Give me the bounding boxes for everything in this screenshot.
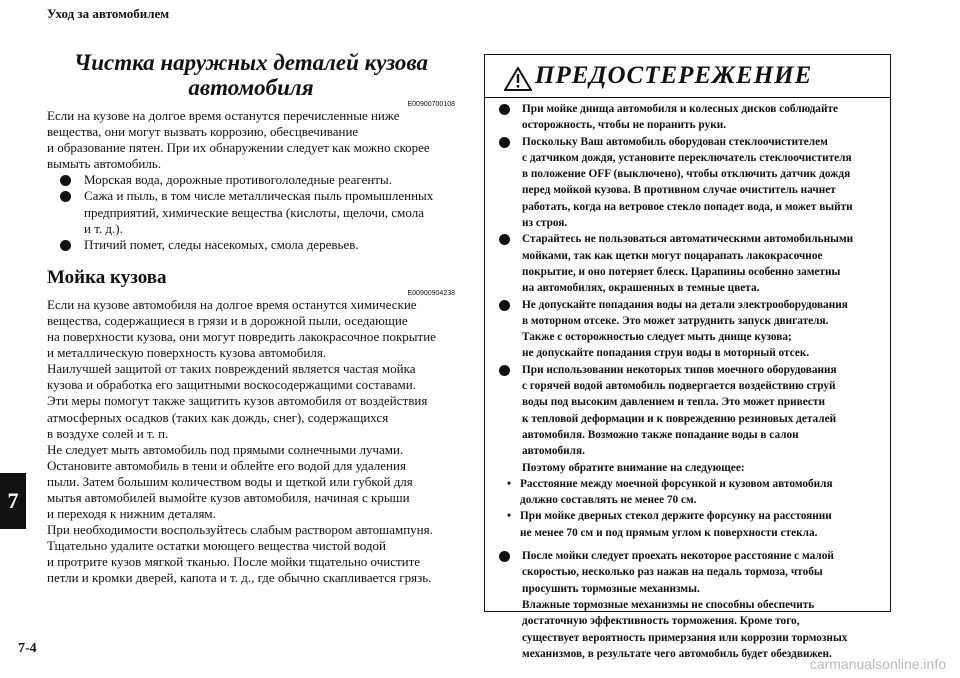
contaminant-list [47, 172, 455, 252]
text-line: Если на кузове автомобиля на долгое время останутся химические [47, 296, 417, 312]
text-line: в моторном отсеке. Это может затруднить запуск двигателя. [522, 314, 829, 327]
text-line: на автомобилях, окрашенных в темные цвета. [522, 282, 760, 295]
text-line: вещества, содержащиеся в грязи и в дорожной пыли, оседающие [47, 312, 408, 328]
chapter-tab: 7 [0, 473, 26, 529]
text-line: Сажа и пыль, в том числе металлическая пыль промышленных [84, 188, 434, 204]
text-line: Поэтому обратите внимание на следующее: [522, 461, 745, 474]
text-line: не допускайте попадания струи воды в моторный отсек. [522, 347, 810, 360]
text-line: При необходимости воспользуйтесь слабым раствором автошампуня. [47, 522, 433, 538]
watermark: carmanualsonline.info [809, 656, 946, 672]
warning-item [499, 548, 880, 662]
title-line-1: Чистка наружных деталей кузова [73, 50, 429, 75]
page-header: Уход за автомобилем [47, 6, 170, 21]
text-line: в положение OFF (выключено), чтобы отключить датчик дождя [522, 168, 851, 181]
text-line: При мойке днища автомобиля и колесных дисков соблюдайте [522, 103, 839, 115]
text-line: автомобиля. Возможно также попадание воды в салон [522, 428, 799, 441]
text-line: Если на кузове на долгое время останутся перечисленные ниже [47, 108, 400, 123]
text-line: с горячей водой автомобиль подвергается воздействию струй [522, 380, 836, 393]
text-line: достаточную эффективность торможения. Кроме того, [522, 615, 800, 628]
warning-header [485, 55, 890, 98]
text-line: предприятий, химические вещества (кислоты, щелочи, смола [84, 204, 424, 220]
text-line: и образование пятен. При их обнаружении следует как можно скорее [47, 140, 430, 156]
text-line: к тепловой деформации и к повреждению резиновых деталей [522, 412, 837, 425]
text-line: работать, когда на ветровое стекло попадет вода, и может выйти [522, 200, 853, 213]
warning-item [499, 101, 880, 134]
text-line: Остановите автомобиль в тени и облейте его водой для удаления [47, 457, 406, 473]
section-code: E00900904238 [407, 289, 455, 297]
text-line: воды под высоким давлением и тепла. Это может привести [522, 396, 825, 409]
list-item [60, 237, 455, 253]
warning-triangle-icon [504, 67, 532, 91]
section-title-cleaning [47, 50, 455, 100]
bullet-icon [60, 240, 71, 251]
text-line: Не допускайте попадания воды на детали электрооборудования [522, 298, 848, 311]
text-line: осторожность, чтобы не поранить руки. [522, 119, 727, 132]
bullet-icon [60, 175, 71, 186]
washing-paragraph [47, 297, 455, 587]
text-line: После мойки следует проехать некоторое расстояние с малой [522, 550, 834, 563]
text-line: петли и кромки дверей, капота и т. д., где обычно скапливается грязь. [47, 570, 432, 586]
bullet-icon [499, 104, 510, 115]
text-line: на поверхности кузова, они могут повредить лакокрасочное покрытие [47, 329, 436, 345]
text-line: перед мойкой кузова. В противном случае очиститель начнет [522, 184, 836, 197]
text-line: При мойке дверных стекол держите форсунку на расстоянии [520, 510, 832, 523]
small-bullet-icon: • [507, 510, 511, 523]
text-line: и переходя к нижним деталям. [47, 506, 216, 522]
text-line: пыли. Затем большим количеством воды и щеткой или губкой для [47, 473, 413, 489]
text-line: Старайтесь не пользоваться автоматическими автомобильными [522, 233, 854, 246]
text-line: в воздухе солей и т. п. [47, 425, 169, 441]
warning-box [484, 54, 891, 660]
text-line: мытья автомобилей вымойте кузов автомобиля, начиная с крыши [47, 489, 410, 505]
text-line: атмосферных осадков (таких как дождь, снег), содержащихся [47, 409, 389, 425]
text-line: Не следует мыть автомобиль под прямыми солнечными лучами. [47, 441, 404, 457]
text-line: и т. д.). [84, 220, 123, 236]
text-line: существует вероятность примерзания или коррозии тормозных [522, 631, 848, 644]
intro-paragraph [47, 108, 455, 172]
warning-item [499, 297, 880, 362]
text-line: просушить тормозные механизмы. [522, 582, 700, 595]
warning-item [499, 134, 880, 232]
small-bullet-icon: • [507, 477, 511, 490]
section-title-washing: Мойка кузова [47, 266, 167, 288]
text-line: скоростью, несколько раз нажав на педаль тормоза, чтобы [522, 566, 823, 579]
left-column [47, 50, 455, 587]
text-line: автомобиля. [522, 445, 585, 458]
text-line: покрытие, и оно потеряет блеск. Царапины особенно заметны [522, 265, 841, 278]
bullet-icon [60, 191, 71, 202]
text-line: и протрите кузов мягкой тканью. После мойки тщательно очистите [47, 554, 421, 570]
text-line: Расстояние между моечной форсункой и кузовом автомобиля [520, 477, 833, 490]
bullet-icon [499, 551, 510, 562]
text-line: вещества, они могут вызвать коррозию, обесцвечивание [47, 124, 359, 140]
bullet-icon [499, 365, 510, 376]
text-line: Морская вода, дорожные противогололедные реагенты. [84, 172, 392, 188]
section-code: E00900700108 [407, 101, 455, 108]
text-line: Тщательно удалите остатки моющего вещества чистой водой [47, 538, 386, 554]
text-line: не менее 70 см и под прямым углом к поверхности стекла. [520, 526, 818, 539]
text-line: Влажные тормозные механизмы не способны обеспечить [522, 598, 815, 611]
text-line: с датчиком дождя, установите переключатель стеклоочистителя [522, 151, 852, 164]
warning-item [499, 231, 880, 296]
text-line: Наилучшей защитой от таких повреждений является частая мойка [47, 361, 416, 377]
text-line: Птичий помет, следы насекомых, смола деревьев. [84, 236, 359, 252]
text-line: При использовании некоторых типов моечного оборудования [522, 363, 837, 376]
warning-item [499, 362, 880, 476]
warning-body [485, 98, 890, 662]
list-item [60, 172, 455, 188]
text-line: механизмов, в результате чего автомобиль будет обездвижен. [522, 647, 832, 660]
warning-subitem [499, 508, 880, 541]
text-line: Также с осторожностью следует мыть днище кузова; [522, 331, 792, 344]
text-line: и металлическую поверхность кузова автомобиля. [47, 345, 327, 361]
text-line: Поскольку Ваш автомобиль оборудован стеклоочистителем [522, 135, 828, 148]
text-line: мойками, так как щетки могут поцарапать лакокрасочное [522, 249, 823, 262]
list-item [60, 188, 455, 236]
bullet-icon [499, 137, 510, 148]
text-line: Эти меры помогут также защитить кузов автомобиля от воздействия [47, 393, 428, 409]
text-line: кузова и обработка его защитными воскосодержащими составами. [47, 377, 416, 393]
bullet-icon [499, 234, 510, 245]
bullet-icon [499, 300, 510, 311]
page-number: 7-4 [18, 641, 37, 656]
warning-title: ПРЕДОСТЕРЕЖЕНИЕ [535, 62, 813, 89]
text-line: из строя. [522, 217, 568, 230]
text-line: должно составлять не менее 70 см. [520, 494, 697, 507]
spacer [499, 541, 880, 548]
warning-subitem [499, 476, 880, 509]
title-line-2: автомобиля [188, 75, 314, 100]
text-line: вымыть автомобиль. [47, 156, 162, 172]
